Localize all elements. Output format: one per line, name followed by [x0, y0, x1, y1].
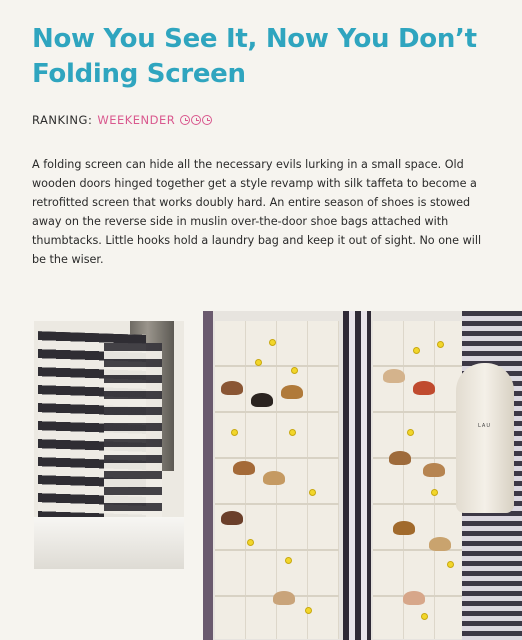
clock-icon	[202, 115, 212, 125]
folding-screen-photo	[34, 321, 184, 569]
shoe-organizer-photo	[203, 311, 522, 640]
shoe	[221, 381, 243, 395]
shoe	[273, 591, 295, 605]
shoe	[383, 369, 405, 383]
clock-icon	[191, 115, 201, 125]
shoe	[413, 381, 435, 395]
yellow-button	[247, 539, 254, 546]
screen-stripes	[343, 311, 371, 640]
ranking-label: RANKING:	[32, 113, 93, 127]
yellow-button	[285, 557, 292, 564]
ranking	[32, 113, 212, 127]
shoe	[393, 521, 415, 535]
clock-icon	[180, 115, 190, 125]
yellow-button	[421, 613, 428, 620]
shoe	[281, 385, 303, 399]
yellow-button	[431, 489, 438, 496]
shoe	[403, 591, 425, 605]
yellow-button	[289, 429, 296, 436]
title-line-1: Now You See It, Now You Don’t	[32, 24, 477, 54]
ranking-value: WEEKENDER	[97, 113, 176, 127]
body-paragraph: A folding screen can hide all the necessary evils lurking in a small space. Old wooden doors hinged together get a style revamp with silk taffeta to become a retrofitted screen that works doubly hard. An entire season of shoes is stowed away on the reverse side in muslin over-the-door shoe bags attached with thumbtacks. Little hooks hold a laundry bag and keep it out of sight. No one will be the wiser.	[32, 158, 482, 266]
shoe	[251, 393, 273, 407]
yellow-button	[231, 429, 238, 436]
yellow-button	[413, 347, 420, 354]
yellow-button	[407, 429, 414, 436]
title-line-2: Folding Screen	[32, 59, 246, 89]
yellow-button	[437, 341, 444, 348]
laundry-bag	[456, 363, 514, 513]
screen-frame	[203, 311, 213, 640]
yellow-button	[305, 607, 312, 614]
laundry-tag: LAU	[478, 423, 491, 429]
yellow-button	[291, 367, 298, 374]
shoe	[389, 451, 411, 465]
shoe	[221, 511, 243, 525]
yellow-button	[255, 359, 262, 366]
yellow-button	[447, 561, 454, 568]
striped-screen-panel	[104, 343, 162, 523]
bed	[34, 517, 184, 569]
shoe	[263, 471, 285, 485]
yellow-button	[309, 489, 316, 496]
yellow-button	[269, 339, 276, 346]
page-title	[32, 22, 502, 92]
shoe	[429, 537, 451, 551]
shoe	[423, 463, 445, 477]
shoe	[233, 461, 255, 475]
ranking-icons	[180, 115, 212, 125]
